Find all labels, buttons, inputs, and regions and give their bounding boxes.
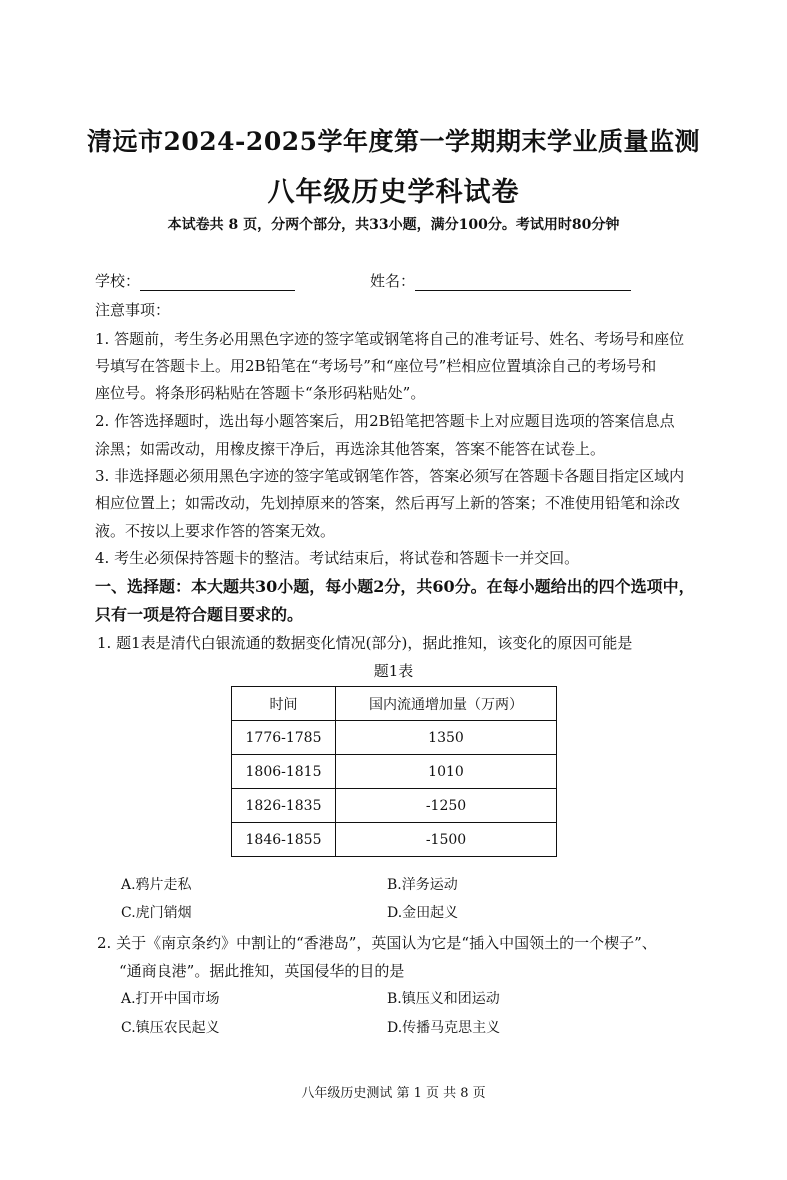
q2-option-c: C.镇压农民起义 xyxy=(121,1020,220,1036)
table-cell: 1806-1815 xyxy=(232,755,336,789)
name-blank xyxy=(415,274,631,291)
data-table xyxy=(231,686,557,857)
table-header-row xyxy=(232,687,557,721)
notice-line: 1. 答题前，考生务必用黑色字迹的签字笔或钢笔将自己的准考证号、姓名、考场号和座位 xyxy=(95,330,685,348)
notice-line: 涂黑；如需改动，用橡皮擦干净后，再选涂其他答案，答案不能答在试卷上。 xyxy=(95,440,606,458)
table-cell: 1776-1785 xyxy=(232,721,336,755)
name-field xyxy=(370,270,631,291)
table-row xyxy=(232,789,557,823)
table-header-cell: 时间 xyxy=(232,687,336,721)
exam-info: 本试卷共 8 页，分两个部分，共33小题，满分100分。考试用时80分钟 xyxy=(167,217,620,233)
q1-option-c: C.虎门销烟 xyxy=(121,905,192,921)
section-heading-cont: 只有一项是符合题目要求的。 xyxy=(95,605,304,624)
section-heading: 一、选择题：本大题共30小题，每小题2分，共60分。在每小题给出的四个选项中， xyxy=(95,577,695,596)
question-1-stem: 1. 题1表是清代白银流通的数据变化情况(部分)，据此推知，该变化的原因可能是 xyxy=(97,634,633,652)
notice-line: 号填写在答题卡上。用2B铅笔在“考场号”和“座位号”栏相应位置填涂自己的考场号和 xyxy=(95,357,657,375)
table-cell: 1010 xyxy=(336,755,557,789)
table-caption: 题1表 xyxy=(373,662,414,680)
exam-subtitle: 八年级历史学科试卷 xyxy=(267,177,520,208)
exam-title: 清远市2024-2025学年度第一学期期末学业质量监测 xyxy=(86,127,701,156)
school-label: 学校： xyxy=(95,272,141,290)
page-footer: 八年级历史测试 第 1 页 共 8 页 xyxy=(301,1086,486,1101)
q2-option-d: D.传播马克思主义 xyxy=(387,1020,501,1036)
q2-option-a: A.打开中国市场 xyxy=(121,991,220,1007)
notice-heading: 注意事项： xyxy=(95,301,171,319)
notice-line: 座位号。将条形码粘贴在答题卡“条形码粘贴处”。 xyxy=(95,384,426,402)
table-cell: -1500 xyxy=(336,823,557,857)
school-field xyxy=(95,270,295,291)
table-header-cell: 国内流通增加量（万两） xyxy=(336,687,557,721)
table-cell: 1846-1855 xyxy=(232,823,336,857)
table-cell: 1826-1835 xyxy=(232,789,336,823)
q1-option-d: D.金田起义 xyxy=(387,905,459,921)
question-2-stem: 2. 关于《南京条约》中割让的“香港岛”，英国认为它是“插入中国领土的一个楔子”、 xyxy=(97,934,657,952)
notice-line: 4. 考生必须保持答题卡的整洁。考试结束后，将试卷和答题卡一并交回。 xyxy=(95,549,580,567)
notice-line: 3. 非选择题必须用黑色字迹的签字笔或钢笔作答，答案必须写在答题卡各题目指定区域内 xyxy=(95,467,685,485)
notice-line: 2. 作答选择题时，选出每小题答案后，用2B铅笔把答题卡上对应题目选项的答案信息点 xyxy=(95,412,675,430)
table-row xyxy=(232,721,557,755)
q1-option-b: B.洋务运动 xyxy=(387,877,458,893)
table-cell: -1250 xyxy=(336,789,557,823)
school-blank xyxy=(140,274,295,291)
q2-option-b: B.镇压义和团运动 xyxy=(387,991,500,1007)
q1-option-a: A.鸦片走私 xyxy=(121,877,192,893)
notice-line: 相应位置上；如需改动，先划掉原来的答案，然后再写上新的答案；不准使用铅笔和涂改 xyxy=(95,494,681,512)
notice-line: 液。不按以上要求作答的答案无效。 xyxy=(95,522,336,540)
name-label: 姓名： xyxy=(370,272,416,290)
table-row xyxy=(232,755,557,789)
question-2-stem-cont: “通商良港”。据此推知，英国侵华的目的是 xyxy=(119,962,405,980)
table-row xyxy=(232,823,557,857)
table-cell: 1350 xyxy=(336,721,557,755)
